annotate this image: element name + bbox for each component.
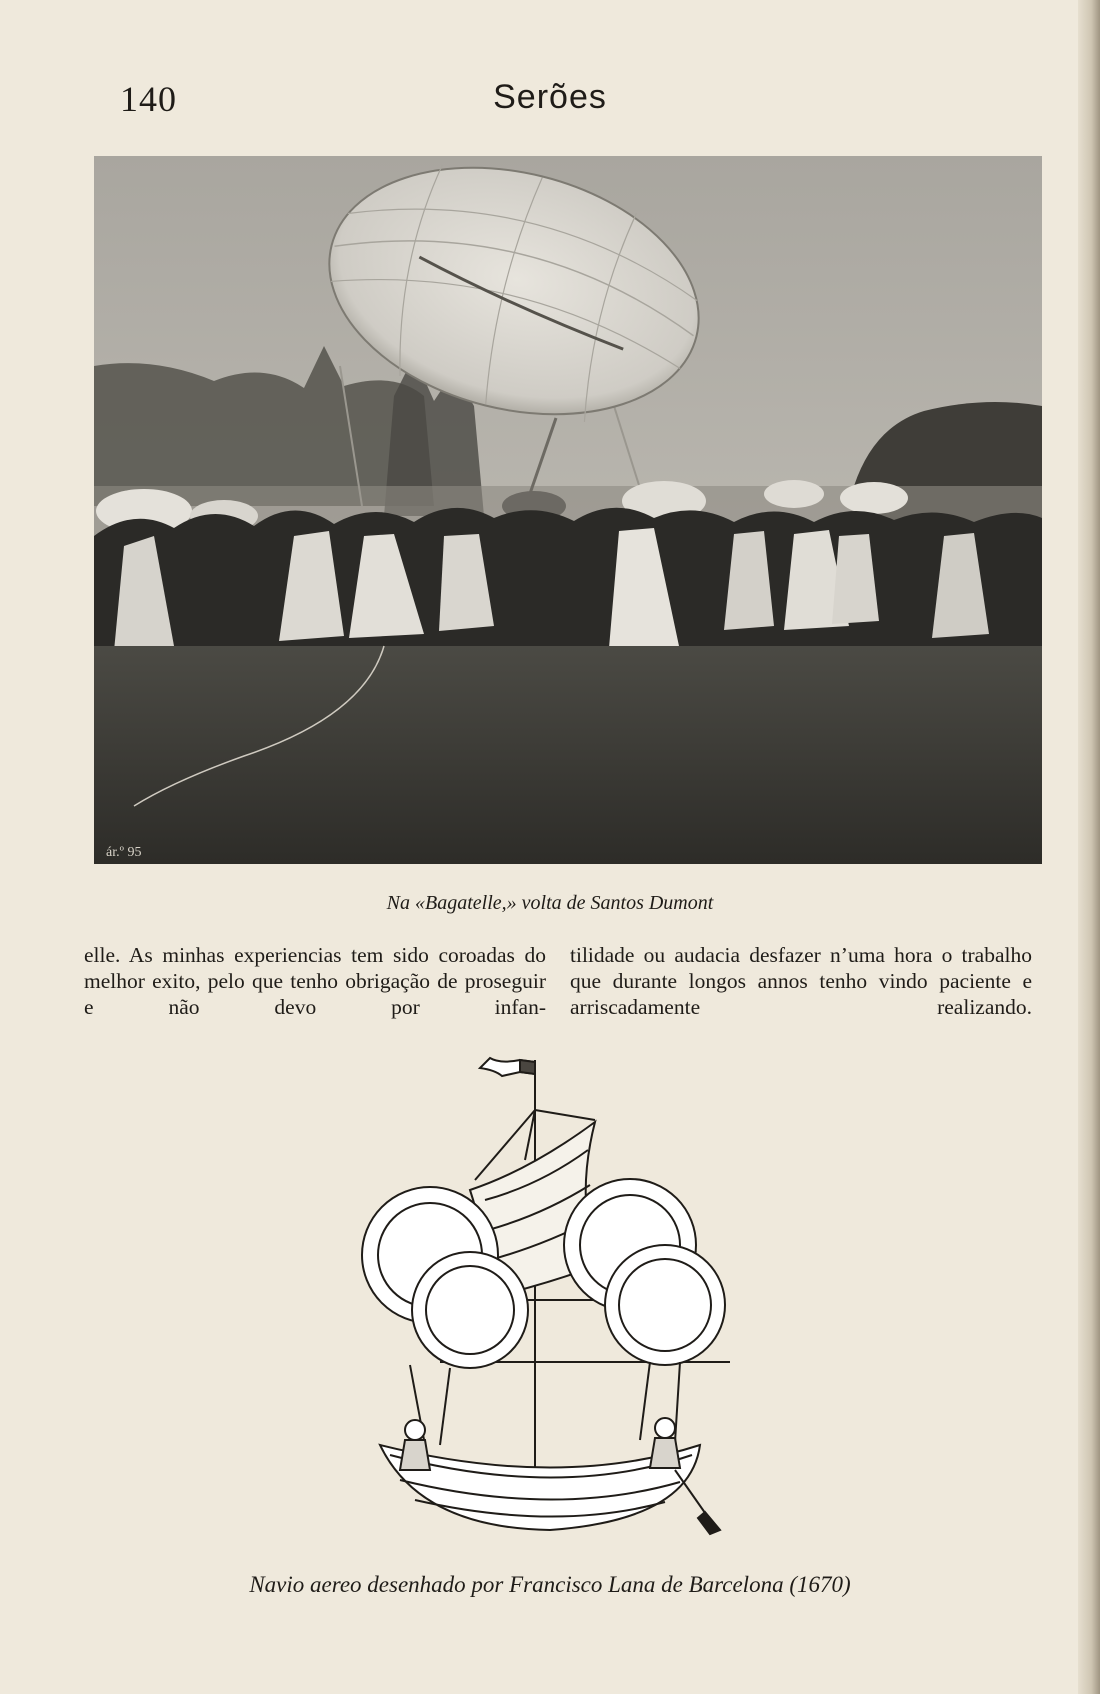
text-column-right: tilidade ou audacia desfazer n’uma hora o trabalho que durante longos annos tenho vindo paciente e arriscadamente realizando. [570, 943, 1032, 1019]
running-head: Serões [493, 78, 607, 116]
photo-signature: ár.º 95 [106, 845, 142, 860]
page-number: 140 [120, 79, 177, 119]
page-edge [1078, 0, 1100, 1694]
aerial-ship-engraving [330, 1050, 800, 1550]
text-column-left: elle. As minhas experiencias tem sido coroadas do melhor exito, pelo que tenho obrigação de proseguir e não devo por infan- [84, 943, 546, 1019]
airship-photograph [94, 156, 1042, 864]
photo-caption: Na «Bagatelle,» volta de Santos Dumont [386, 892, 714, 914]
engraving-caption: Navio aereo desenhado por Francisco Lana de Barcelona (1670) [249, 1572, 851, 1597]
